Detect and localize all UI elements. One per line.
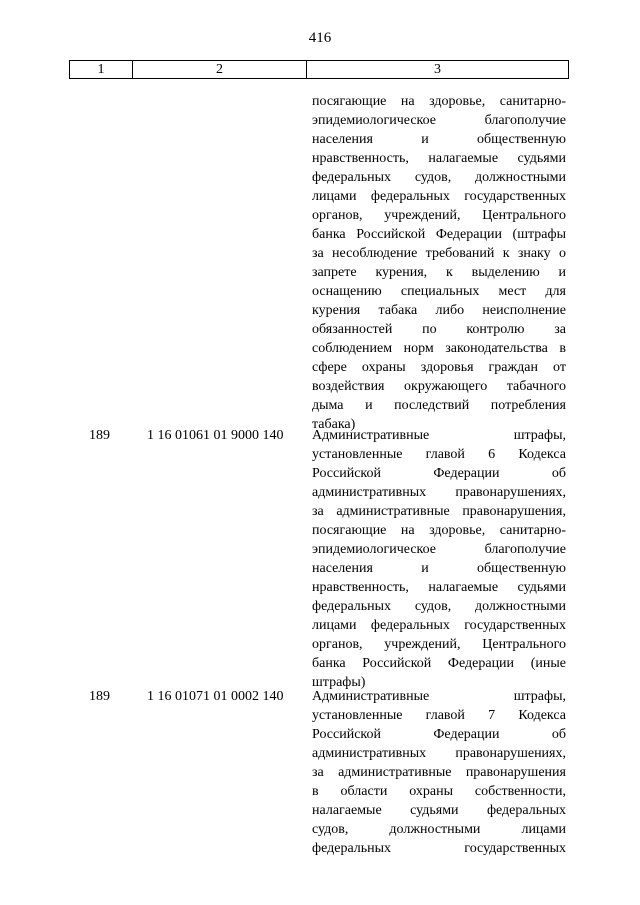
text-line: административных правонарушениях, (312, 746, 566, 761)
text-line: эпидемиологическое благополучие (312, 542, 566, 557)
text-line: административных правонарушениях, (312, 485, 566, 500)
column-header-3: 3 (307, 61, 569, 79)
text-line: эпидемиологическое благополучие (312, 113, 566, 128)
text-line: табака) (312, 417, 356, 432)
text-line: посягающие на здоровье, санитарно- (312, 94, 566, 109)
text-line: посягающие на здоровье, санитарно- (312, 523, 566, 538)
text-line: установленные главой 7 Кодекса (312, 708, 566, 723)
row-description (312, 687, 566, 858)
text-line: судов, должностными лицами (312, 822, 566, 837)
text-line: лицами федеральных государственных (312, 618, 566, 633)
text-line: населения и общественную (312, 132, 566, 147)
text-line: налагаемые судьями федеральных (312, 803, 566, 818)
continuation-text (312, 92, 566, 434)
text-line: органов, учреждений, Центрального (312, 637, 566, 652)
text-line: курения табака либо неисполнение (312, 303, 566, 318)
text-line: нравственность, налагаемые судьями (312, 580, 566, 595)
text-line: лицами федеральных государственных (312, 189, 566, 204)
text-line: Административные штрафы, (312, 689, 566, 704)
text-line: в области охраны собственности, (312, 784, 566, 799)
text-line: Административные штрафы, (312, 428, 566, 443)
budget-code: 1 16 01061 01 9000 140 (147, 428, 284, 443)
column-header-table (69, 60, 569, 79)
text-line: установленные главой 6 Кодекса (312, 447, 566, 462)
page-number: 416 (308, 30, 332, 46)
column-header-1: 1 (70, 61, 133, 79)
text-line: федеральных судов, должностными (312, 170, 566, 185)
text-line: запрете курения, к выделению и (312, 265, 566, 280)
text-line: обязанностей по контролю за (312, 322, 566, 337)
column-header-2: 2 (133, 61, 307, 79)
budget-code: 1 16 01071 01 0002 140 (147, 689, 284, 704)
text-line: органов, учреждений, Центрального (312, 208, 566, 223)
text-line: банка Российской Федерации (штрафы (312, 227, 566, 242)
text-line: Российской Федерации об (312, 727, 566, 742)
text-line: населения и общественную (312, 561, 566, 576)
text-line: нравственность, налагаемые судьями (312, 151, 566, 166)
row-number: 189 (89, 428, 110, 443)
text-line: за административные правонарушения (312, 765, 566, 780)
text-line: дыма и последствий потребления (312, 398, 566, 413)
text-line: федеральных государственных (312, 841, 566, 856)
text-line: федеральных судов, должностными (312, 599, 566, 614)
text-line: за несоблюдение требований к знаку о (312, 246, 566, 261)
text-line: сфере охраны здоровья граждан от (312, 360, 566, 375)
text-line: за административные правонарушения, (312, 504, 566, 519)
text-line: штрафы) (312, 675, 366, 690)
text-line: Российской Федерации об (312, 466, 566, 481)
text-line: соблюдением норм законодательства в (312, 341, 566, 356)
row-description (312, 426, 566, 692)
text-line: оснащению специальных мест для (312, 284, 566, 299)
row-number: 189 (89, 689, 110, 704)
text-line: банка Российской Федерации (иные (312, 656, 566, 671)
text-line: воздействия окружающего табачного (312, 379, 566, 394)
